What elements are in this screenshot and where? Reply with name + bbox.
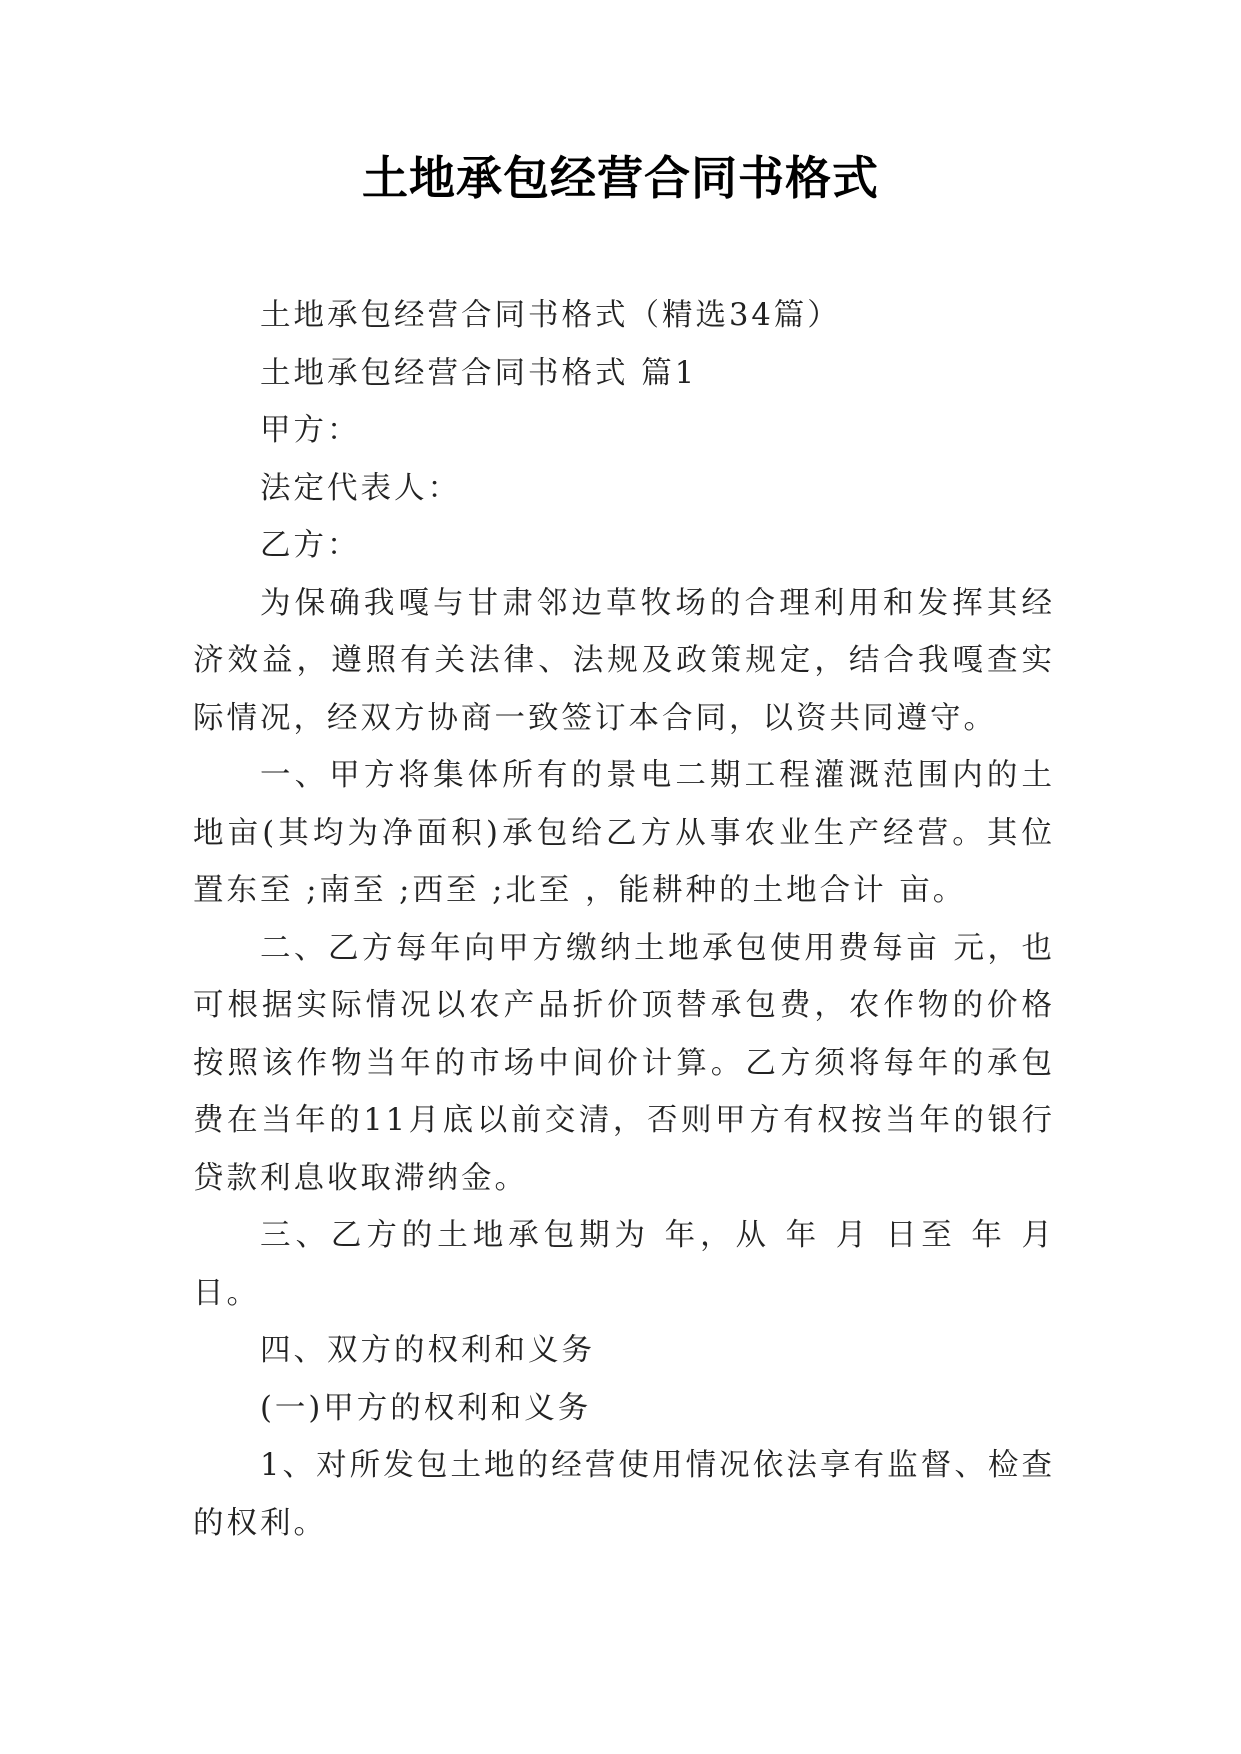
document-body xyxy=(193,287,1055,1552)
document-title: 土地承包经营合同书格式 xyxy=(362,151,879,205)
paragraph-clause-3: 三、乙方的土地承包期为 年，从 年 月 日至 年 月日。 xyxy=(193,1218,1055,1311)
paragraph-legal-representative: 法定代表人： xyxy=(260,470,461,506)
paragraph-section-heading: 土地承包经营合同书格式 篇1 xyxy=(260,355,698,391)
paragraph-party-a: 甲方： xyxy=(260,413,361,448)
paragraph-item-1: 1、对所发包土地的经营使用情况依法享有监督、检查的权利。 xyxy=(193,1448,1055,1541)
paragraph-subclause-a: (一)甲方的权利和义务 xyxy=(260,1390,592,1426)
paragraph-party-b: 乙方： xyxy=(260,528,361,563)
paragraph-clause-1: 一、甲方将集体所有的景电二期工程灌溉范围内的土地亩(其均为净面积)承包给乙方从事农业生产经营。其位置东至 ;南至 ;西至 ;北至 ，能耕种的土地合计 亩。 xyxy=(193,758,1055,908)
paragraph-clause-2: 二、乙方每年向甲方缴纳土地承包使用费每亩 元，也可根据实际情况以农产品折价顶替承包费，农作物的价格按照该作物当年的市场中间价计算。乙方须将每年的承包费在当年的11月底以前交清，否则甲方有权按当年的银行贷款利息收取滞纳金。 xyxy=(193,930,1055,1196)
paragraph-subtitle: 土地承包经营合同书格式（精选34篇） xyxy=(260,298,841,333)
paragraph-clause-4: 四、双方的权利和义务 xyxy=(260,1333,595,1368)
paragraph-preamble: 为保确我嘎与甘肃邻边草牧场的合理利用和发挥其经济效益，遵照有关法律、法规及政策规定，结合我嘎查实际情况，经双方协商一致签订本合同，以资共同遵守。 xyxy=(193,585,1055,736)
